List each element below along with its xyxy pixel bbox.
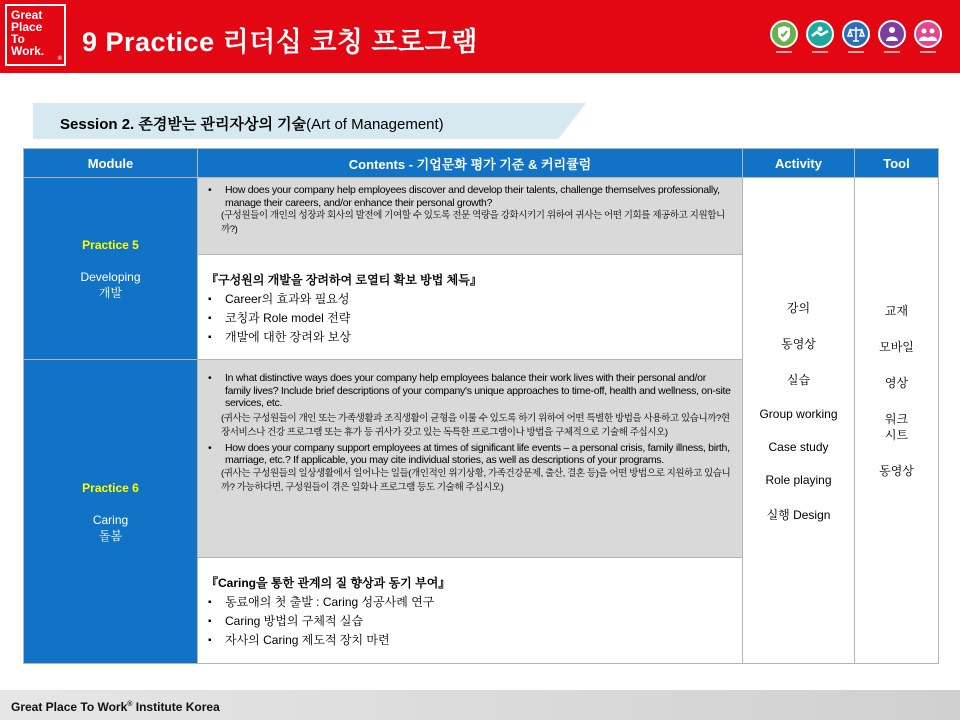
curriculum-title: 『Caring을 통한 관계의 질 향상과 동기 부여』	[206, 576, 451, 590]
question-en: • How does your company help employees discover and develop their talents, challenge themselves professionally, manage their careers, and/or enhance their personal growth?	[206, 184, 734, 209]
curriculum-title: 『구성원의 개발을 장려하여 로열티 확보 방법 체득』	[206, 273, 482, 287]
activity-list	[743, 299, 854, 523]
question-ko: (구성원들이 개인의 성장과 회사의 발전에 기여할 수 있도록 전문 역량을 강화시키기 위하여 귀사는 어떤 기회를 제공하고 지원합니까?)	[221, 210, 725, 235]
module-practice-6	[24, 360, 198, 664]
curriculum-item: ▪ 동료애의 첫 출발 : Caring 성공사례 연구	[206, 593, 734, 612]
icon-caption	[806, 51, 834, 55]
module-practice-5	[24, 178, 198, 360]
session-subtitle: (Art of Management)	[306, 116, 444, 133]
curriculum-item: ▪ 개발에 대한 장려와 보상	[206, 328, 734, 347]
tool-list	[855, 303, 938, 479]
curriculum-cell	[198, 558, 743, 664]
activity-item: Group working	[759, 407, 838, 421]
icon-caption	[842, 51, 870, 55]
page-title: 9 Practice 리더십 코칭 프로그램	[82, 27, 478, 57]
logo-line: Great	[11, 8, 43, 22]
question-en: • In what distinctive ways does your company help employees balance their work lives with their personal and/or family lives? Include brief descriptions of your company's unique approaches to time-off, health and wellness, on-site services, etc.	[206, 372, 734, 410]
person-icon	[878, 20, 906, 48]
people-icon	[914, 20, 942, 48]
footer-text	[11, 700, 220, 714]
question-ko: (귀사는 구성원들의 일상생활에서 일어나는 일들(개인적인 위기상황, 가족건강문제, 출산, 결혼 등)을 어떤 방법으로 지원하고 있습니까? 가능하다면, 구성원들이 겪은 일화나 프로그램 등도 기술해 주십시오)	[221, 467, 731, 493]
activity-item: 실습	[786, 373, 811, 387]
handshake-icon	[806, 20, 834, 48]
practice-title-en: Developing	[80, 269, 141, 284]
footer-registered-mark: ®	[127, 701, 133, 708]
curriculum-item: ▪ 코칭과 Role model 전략	[206, 309, 734, 328]
tool-item: 워크 시트	[884, 411, 909, 442]
tool-item: 동영상	[879, 463, 914, 478]
activity-item: Role playing	[765, 473, 832, 487]
practice-title-ko: 돌봄	[98, 528, 123, 543]
evaluation-question-cell	[198, 360, 743, 558]
practice-title-ko: 개발	[98, 285, 123, 300]
logo-line: Work.	[11, 44, 45, 58]
shield-check-icon	[770, 20, 798, 48]
logo-line: To	[11, 32, 25, 46]
practice-number: Practice 5	[82, 237, 139, 252]
activity-item: Case study	[768, 440, 829, 454]
logo-line: Place	[11, 20, 43, 34]
question-ko: (귀사는 구성원들이 개인 또는 가족생활과 조직생활이 균형을 이룰 수 있도록 하기 위하여 어떤 특별한 방법을 사용하고 있습니까?현장서비스나 건강 프로그램 또는 휴가 등 귀사가 갖고 있는 독특한 프로그램이나 방법을 구체적으로 기술해 주십시오)	[221, 412, 730, 438]
activity-cell	[743, 178, 855, 664]
scales-icon	[842, 20, 870, 48]
curriculum-item: ▪ Caring 방법의 구체적 실습	[206, 612, 734, 631]
curriculum-item: ▪ 자사의 Caring 제도적 장치 마련	[206, 631, 734, 650]
activity-item: 실행 Design	[766, 508, 831, 522]
header-module: Module	[24, 149, 198, 178]
header-tool: Tool	[855, 149, 939, 178]
header-contents: Contents - 기업문화 평가 기준 & 커리큘럼	[198, 149, 743, 178]
activity-item: 강의	[786, 301, 811, 315]
logo-registered-mark: ®	[57, 56, 62, 62]
gptw-logo	[5, 4, 66, 66]
footer-org: Great Place To Work	[11, 700, 128, 714]
session-label: Session 2. 존경받는 관리자상의 기술	[60, 116, 307, 133]
icon-caption	[914, 51, 942, 55]
footer-suffix: Institute Korea	[132, 700, 220, 714]
tool-cell	[855, 178, 939, 664]
curriculum-item: ▪ Career의 효과와 필요성	[206, 290, 734, 309]
tool-item: 영상	[884, 375, 909, 390]
table-row	[24, 178, 939, 255]
header-activity: Activity	[743, 149, 855, 178]
tool-item: 모바일	[879, 339, 914, 354]
curriculum-cell	[198, 255, 743, 360]
activity-item: 동영상	[781, 337, 816, 351]
practice-number: Practice 6	[82, 480, 139, 495]
question-en: • How does your company support employees at times of significant life events – a personal crisis, family illness, birth, marriage, etc.? If applicable, you may cite individual stories, as well as descriptions of your programs.	[206, 442, 734, 467]
curriculum-table	[23, 148, 939, 664]
icon-caption	[878, 51, 906, 55]
session-title	[60, 113, 444, 134]
evaluation-question-cell	[198, 178, 743, 255]
icon-caption	[770, 51, 798, 55]
table-header-row	[24, 149, 939, 178]
practice-title-en: Caring	[92, 512, 129, 527]
tool-item: 교재	[884, 303, 909, 318]
